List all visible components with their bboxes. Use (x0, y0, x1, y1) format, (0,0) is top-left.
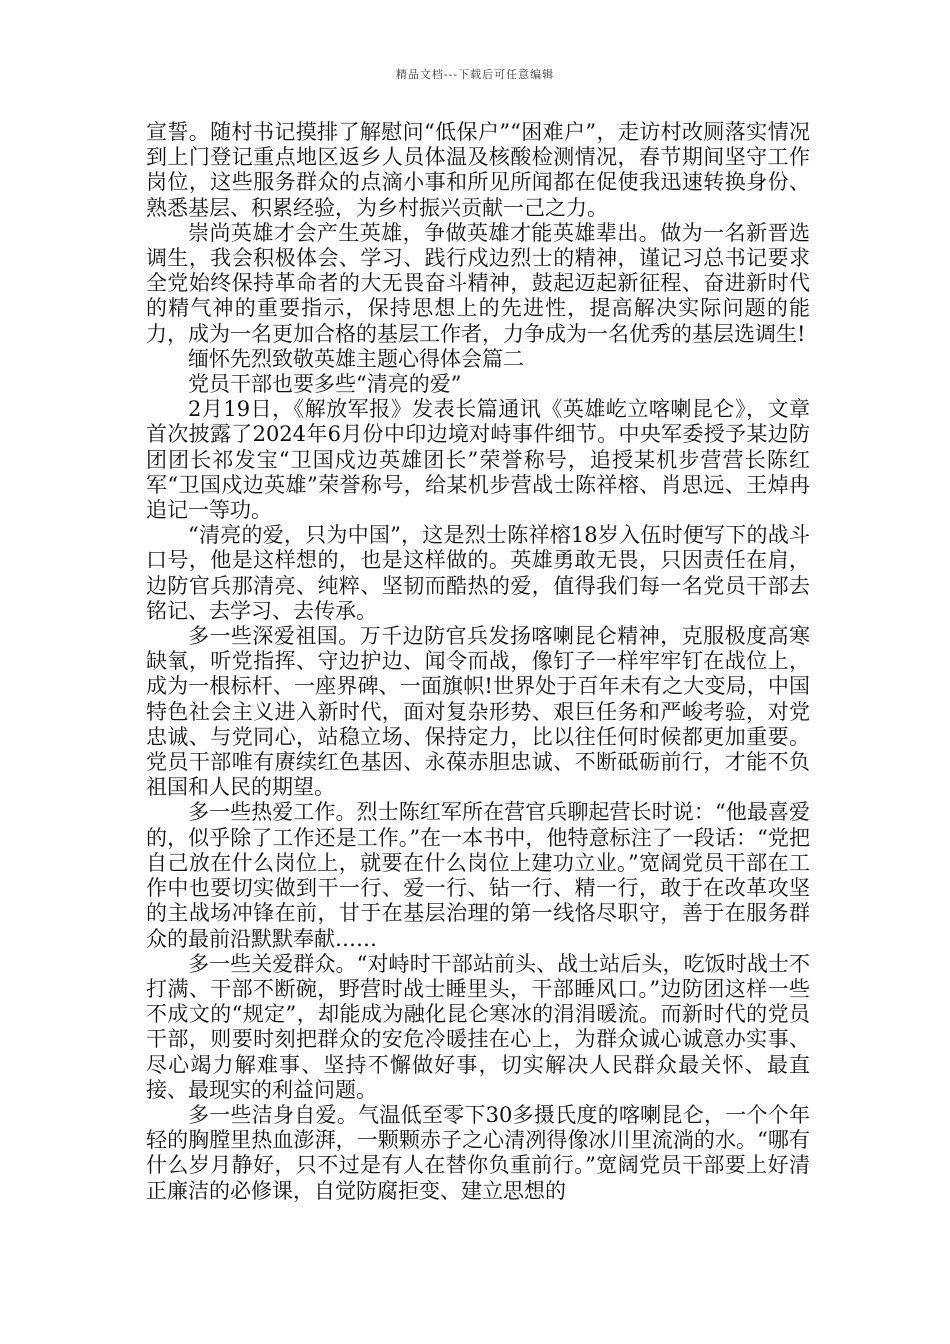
paragraph-7: 多一些深爱祖国。万千边防官兵发扬喀喇昆仑精神，克服极度高寒缺氧，听党指挥、守边护边、闻令而战，像钉子一样牢牢钉在战位上，成为一根标杆、一座界碑、一面旗帜!世界处于百年未有之大变局，中国特色社会主义进入新时代，面对复杂形势、艰巨任务和严峻考验，对党忠诚、与党同心，站稳立场、保持定力，比以往任何时候都更加重要。党员干部唯有赓续红色基因、永葆赤胆忠诚、不断砥砺前行，才能不负祖国和人民的期望。 (146, 624, 810, 800)
paragraph-10: 多一些洁身自爱。气温低至零下30多摄氏度的喀喇昆仑，一个个年轻的胸膛里热血澎湃，一颗颗赤子之心清冽得像冰川里流淌的水。“哪有什么岁月静好，只不过是有人在替你负重前行。”宽阔党员干部要上好清正廉洁的必修课，自觉防腐拒变、建立思想的 (146, 1102, 810, 1203)
paragraph-2: 崇尚英雄才会产生英雄，争做英雄才能英雄辈出。做为一名新晋选调生，我会积极体会、学习、践行戍边烈士的精神，谨记习总书记要求全党始终保持革命者的大无畏奋斗精神，鼓起迈起新征程、奋进新时代的精气神的重要指示，保持思想上的先进性，提高解决实际问题的能力，成为一名更加合格的基层工作者，力争成为一名优秀的基层选调生! (146, 220, 810, 346)
section-title: 缅怀先烈致敬英雄主题心得体会篇二 (188, 346, 524, 371)
page-header: 精品文档---下载后可任意编辑 (395, 68, 555, 81)
paragraph-5: 2月19日，《解放军报》发表长篇通讯《英雄屹立喀喇昆仑》，文章首次披露了2024年6月份中印边境对峙事件细节。中央军委授予某边防团团长祁发宝“卫国戍边英雄团长”荣誉称号，追授某机步营营长陈红军“卫国戍边英雄”荣誉称号，给某机步营战士陈祥榕、肖思远、王焯冉追记一等功。 (146, 397, 810, 523)
paragraph-8: 多一些热爱工作。烈士陈红军所在营官兵聊起营长时说：“他最喜爱的，似乎除了工作还是工作。”在一本书中，他特意标注了一段话：“党把自己放在什么岗位上，就要在什么岗位上建功立业。”宽阔党员干部在工作中也要切实做到干一行、爱一行、钻一行、精一行，敢于在改革攻坚的主战场冲锋在前，甘于在基层治理的第一线恪尽职守，善于在服务群众的最前沿默默奉献…… (146, 800, 810, 951)
document-body (146, 120, 810, 1204)
paragraph-1: 宣誓。随村书记摸排了解慰问“低保户”“困难户”，走访村改厕落实情况到上门登记重点地区返乡人员体温及核酸检测情况，春节期间坚守工作岗位，这些服务群众的点滴小事和所见所闻都在促使我迅速转换身份、熟悉基层、积累经验，为乡村振兴贡献一己之力。 (146, 120, 810, 220)
paragraph-9: 多一些关爱群众。“对峙时干部站前头、战士站后头，吃饭时战士不打满、干部不断碗，野营时战士睡里头，干部睡风口。”边防团这样一些不成文的“规定”，却能成为融化昆仑寒冰的涓涓暖流。而新时代的党员干部，则要时刻把群众的安危冷暖挂在心上，为群众诚心诚意办实事、尽心竭力解难事、坚持不懈做好事，切实解决人民群众最关怀、最直接、最现实的利益问题。 (146, 951, 810, 1102)
section-subtitle: 党员干部也要多些“清亮的爱” (188, 372, 462, 397)
paragraph-6: “清亮的爱，只为中国”，这是烈士陈祥榕18岁入伍时便写下的战斗口号，他是这样想的，也是这样做的。英雄勇敢无畏，只因责任在肩，边防官兵那清亮、纯粹、坚韧而酷热的爱，值得我们每一名党员干部去铭记、去学习、去传承。 (146, 523, 810, 623)
